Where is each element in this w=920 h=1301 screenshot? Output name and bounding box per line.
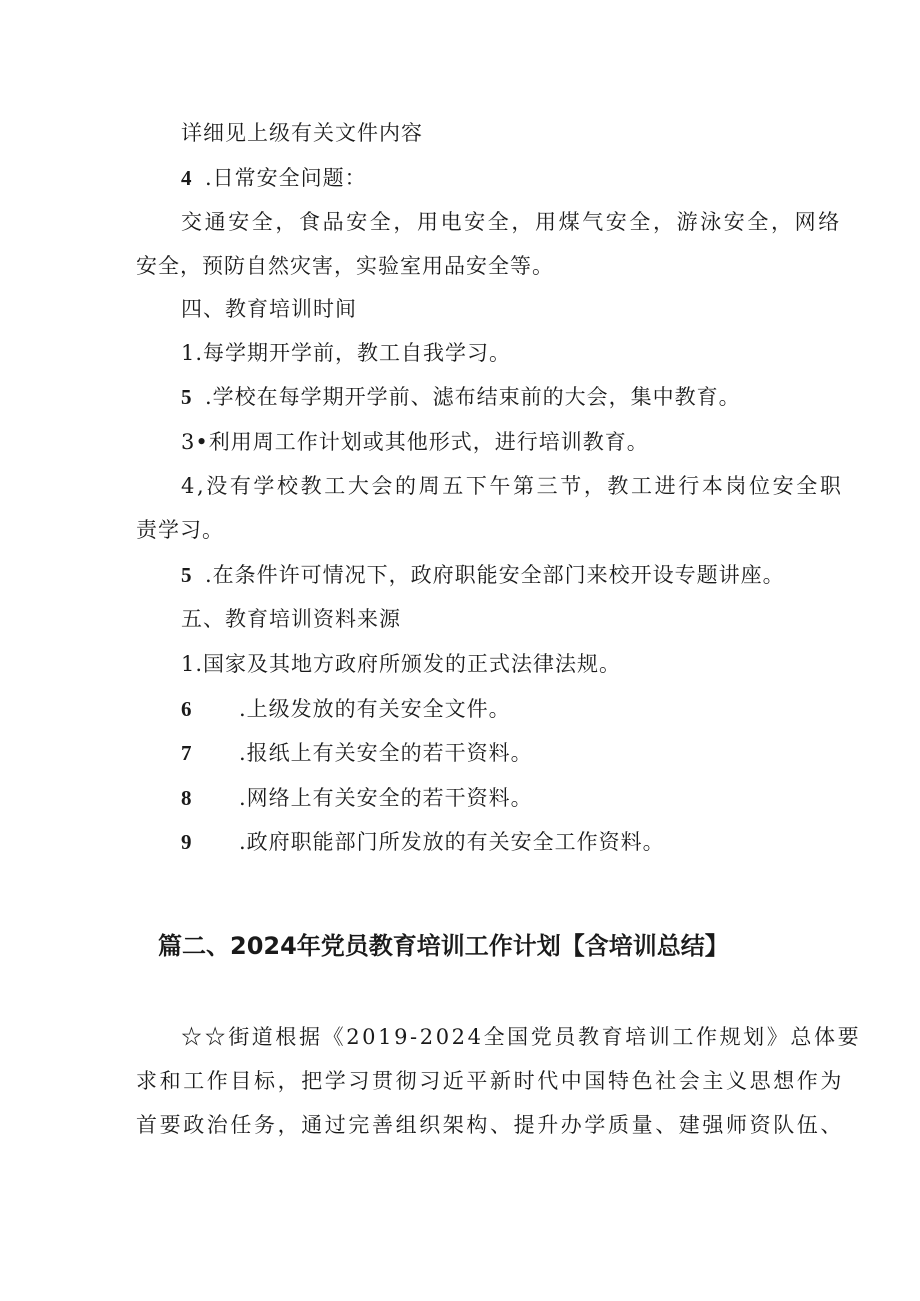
text-line: 详细见上级有关文件内容 [181, 121, 423, 145]
chapter-title: 篇二、2024年党员教育培训工作计划【含培训总结】 [158, 932, 729, 960]
item-text: .报纸上有关安全的若干资料。 [239, 741, 533, 765]
paragraph-line: 首要政治任务，通过完善组织架构、提升办学质量、建强师资队伍、 [136, 1113, 844, 1137]
list-item: 3•利用周工作计划或其他形式，进行培训教育。 [181, 430, 649, 454]
item-number: 8 [181, 786, 193, 810]
section-heading: 四、教育培训时间 [181, 297, 357, 321]
list-item [181, 832, 665, 853]
item-text: .网络上有关安全的若干资料。 [239, 786, 533, 810]
list-item [181, 565, 785, 586]
list-item: 1.国家及其地方政府所颁发的正式法律法规。 [181, 652, 622, 676]
item-text: .学校在每学期开学前、滤布结束前的大会，集中教育。 [205, 385, 741, 409]
list-item [181, 699, 511, 720]
paragraph-line: 责学习。 [136, 518, 224, 542]
item-number: 6 [181, 697, 193, 721]
list-item-4 [181, 168, 367, 189]
list-item [181, 743, 533, 764]
item-number: 7 [181, 741, 193, 765]
item-number: 9 [181, 830, 193, 854]
paragraph-line: 求和工作目标，把学习贯彻习近平新时代中国特色社会主义思想作为 [136, 1069, 844, 1093]
list-item [181, 788, 533, 809]
paragraph-line: 安全，预防自然灾害，实验室用品安全等。 [136, 254, 554, 278]
paragraph-line: 交通安全，食品安全，用电安全，用煤气安全，游泳安全，网络 [181, 210, 842, 234]
list-item: 4,没有学校教工大会的周五下午第三节，教工进行本岗位安全职 [181, 474, 844, 498]
item-text: .在条件许可情况下，政府职能安全部门来校开设专题讲座。 [205, 563, 785, 587]
item-text: .政府职能部门所发放的有关安全工作资料。 [239, 830, 665, 854]
list-item [181, 387, 741, 408]
paragraph-line: ☆☆街道根据《2019-2024全国党员教育培训工作规划》总体要 [181, 1025, 862, 1049]
item-number: 5 [181, 563, 193, 587]
item-number: 5 [181, 385, 193, 409]
item-number: 4 [181, 166, 193, 190]
item-text: .上级发放的有关安全文件。 [239, 697, 511, 721]
item-text: .日常安全问题： [205, 166, 367, 190]
section-heading: 五、教育培训资料来源 [181, 607, 401, 631]
list-item: 1.每学期开学前，教工自我学习。 [181, 341, 512, 365]
